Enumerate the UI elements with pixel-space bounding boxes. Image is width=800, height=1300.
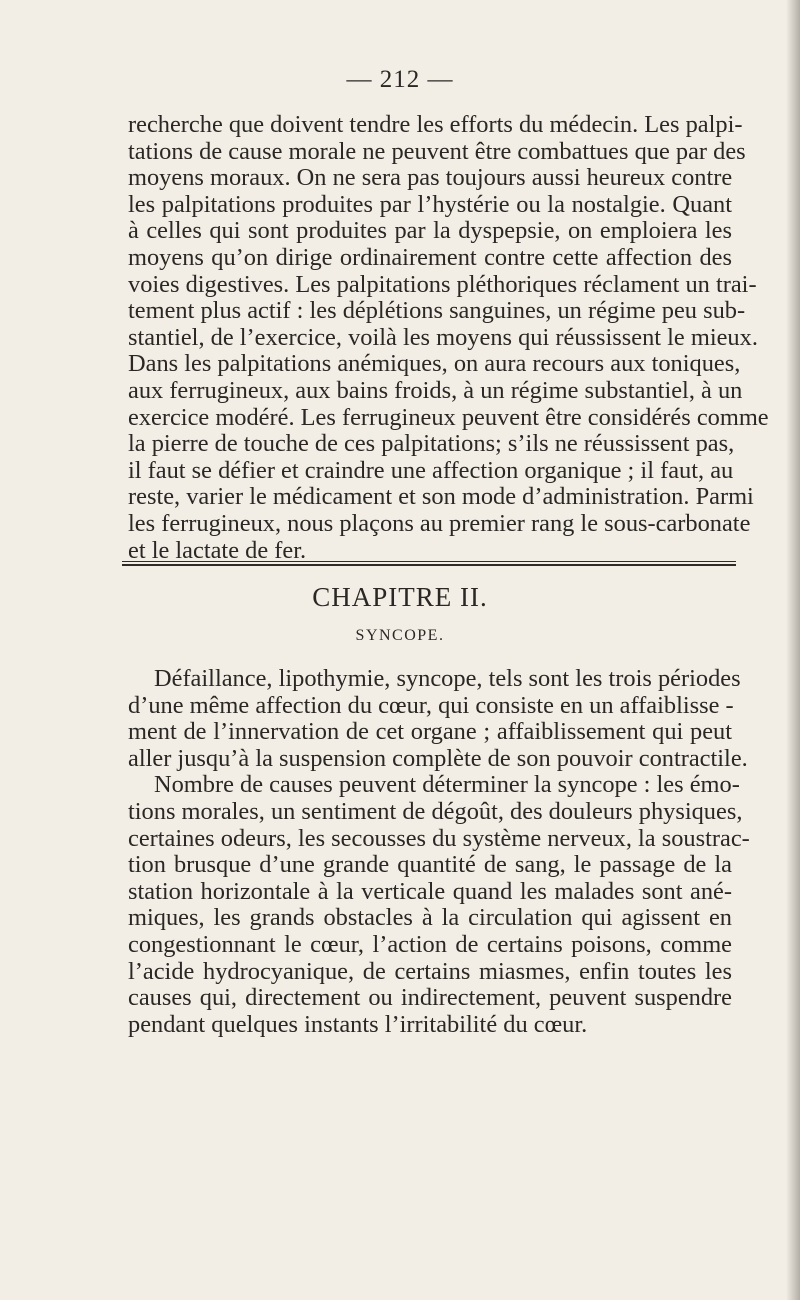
text-line: d’une même affection du cœur, qui consiste en un affaiblisse - — [128, 691, 734, 719]
text-line: tations de cause morale ne peuvent être combattues que par des — [128, 137, 746, 165]
chapter-title: CHAPITRE II. — [312, 582, 488, 612]
chapter-divider-thick — [122, 564, 736, 566]
text-line: certaines odeurs, les secousses du système nerveux, la soustrac- — [128, 824, 750, 852]
page-edge-shadow — [786, 0, 800, 1300]
page-number: — 212 — — [346, 66, 454, 93]
text-line: exercice modéré. Les ferrugineux peuvent être considérés comme — [128, 403, 769, 431]
text-line: stantiel, de l’exercice, voilà les moyens qui réussissent le mieux. — [128, 323, 758, 351]
text-line: miques, les grands obstacles à la circulation qui agissent en — [128, 904, 732, 932]
text-line: Dans les palpitations anémiques, on aura recours aux toniques, — [128, 350, 741, 378]
text-line: tion brusque d’une grande quantité de sang, le passage de la — [128, 851, 732, 879]
text-line: les palpitations produites par l’hystérie ou la nostalgie. Quant — [128, 190, 732, 218]
text-line: moyens moraux. On ne sera pas toujours aussi heureux contre — [128, 164, 733, 192]
text-line: recherche que doivent tendre les efforts du médecin. Les palpi- — [128, 111, 743, 138]
text-line: Nombre de causes peuvent déterminer la syncope : les émo- — [154, 771, 740, 799]
text-line: les ferrugineux, nous plaçons au premier rang le sous-carbonate — [128, 509, 751, 537]
section-title: SYNCOPE. — [355, 627, 445, 644]
text-line: congestionnant le cœur, l’action de certains poisons, comme — [128, 930, 732, 958]
text-line: reste, varier le médicament et son mode d’administration. Parmi — [128, 483, 754, 511]
text-line: la pierre de touche de ces palpitations; s’ils ne réussissent pas, — [128, 430, 735, 458]
text-line: l’acide hydrocyanique, de certains miasmes, enfin toutes les — [128, 957, 732, 985]
text-line: à celles qui sont produites par la dyspepsie, on emploiera les — [128, 217, 732, 245]
text-line: tement plus actif : les déplétions sanguines, un régime peu sub- — [128, 297, 746, 325]
text-line: pendant quelques instants l’irritabilité du cœur. — [128, 1010, 588, 1038]
text-line: voies digestives. Les palpitations pléthoriques réclament un trai- — [128, 270, 757, 298]
text-line: causes qui, directement ou indirectement, peuvent suspendre — [128, 984, 732, 1012]
text-line: moyens qu’on dirige ordinairement contre cette affection des — [128, 243, 732, 271]
text-line: ment de l’innervation de cet organe ; affaiblissement qui peut — [128, 718, 732, 746]
paragraph-syncope — [128, 665, 750, 1038]
text-line: tions morales, un sentiment de dégoût, des douleurs physiques, — [128, 797, 743, 825]
text-line: et le lactate de fer. — [128, 536, 307, 564]
text-line: aller jusqu’à la suspension complète de son pouvoir contractile. — [128, 744, 748, 772]
paragraph-palpitations-treatment — [128, 111, 769, 564]
text-line: Défaillance, lipothymie, syncope, tels sont les trois périodes — [154, 665, 741, 692]
text-line: station horizontale à la verticale quand les malades sont ané- — [128, 877, 732, 905]
text-line: il faut se défier et craindre une affection organique ; il faut, au — [128, 456, 734, 484]
chapter-divider-thin — [122, 561, 736, 562]
text-line: aux ferrugineux, aux bains froids, à un régime substantiel, à un — [128, 376, 743, 404]
